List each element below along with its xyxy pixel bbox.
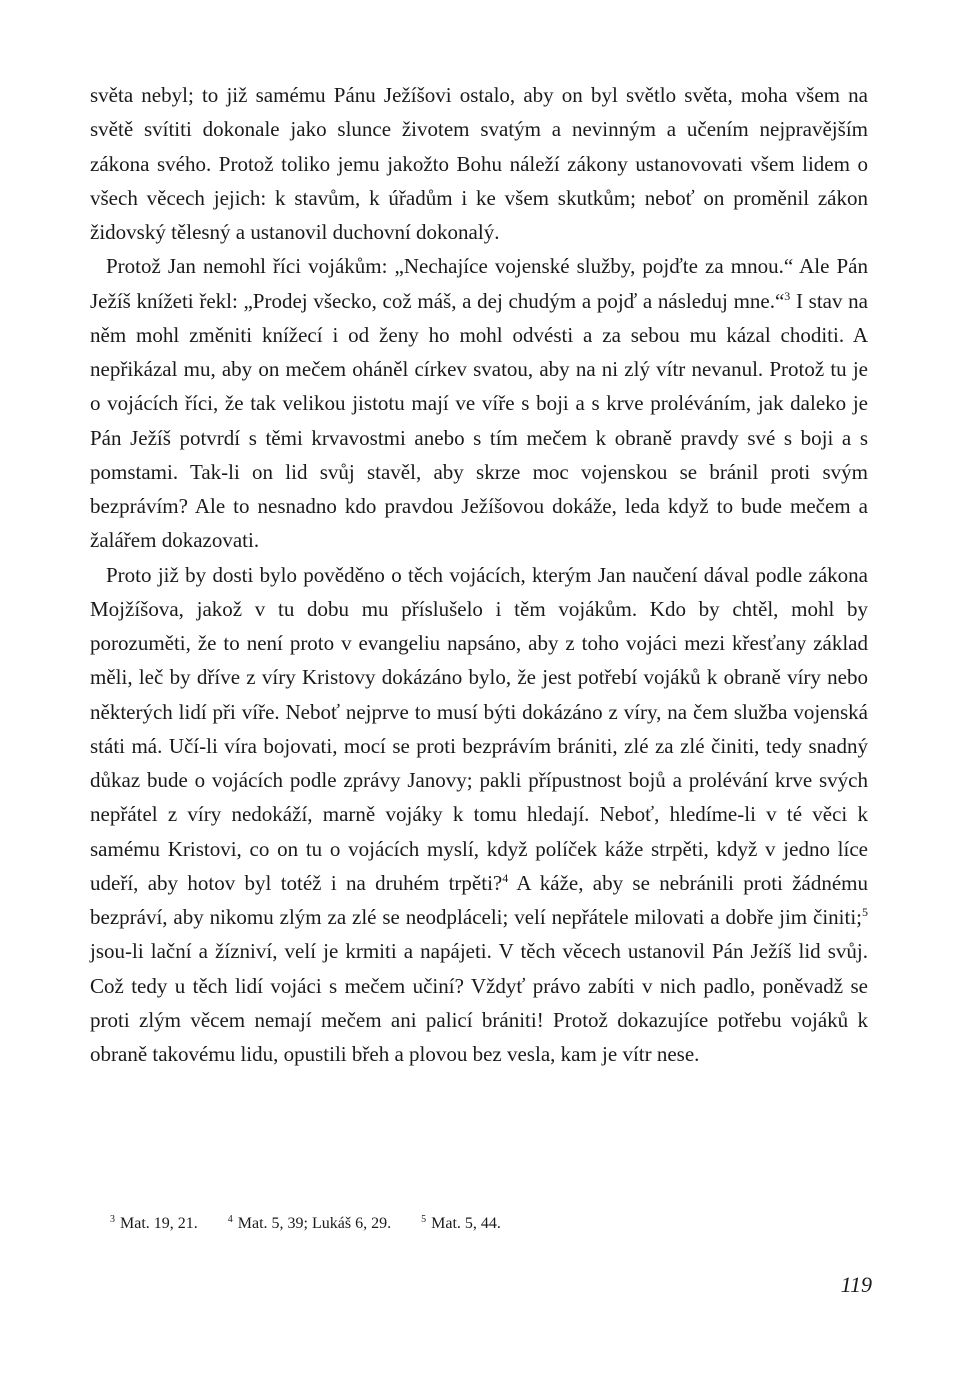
paragraph-text: Proto již by dosti bylo pověděno o těch vojácích, kterým Jan naučení dával podle zákona Mojžíšova, jakož v tu dobu mu příslušelo i těm vojákům. Kdo by chtěl, mohl by porozuměti, že to není proto v evangeliu napsáno, aby z toho vojáci mezi křesťany základ měli, leč by dříve z víry Kristovy dokázáno bylo, že jest potřebí vojáků k obraně víry nebo některých lidí při víře. Neboť nejprve to musí býti dokázáno z víry, na čem služba vojenská státi má. Učí-li víra bojovati, mocí se proti bezprávím brániti, zlé za zlé činiti, tedy snadný důkaz bude o vojácích podle zprávy Janovy; pakli přípustnost bojů a prolévání krve svých nepřátel z víry nedokáží, marně vojáky k tomu hledají. Neboť, hledíme-li v té věci k samému Kristovi, co on tu o vojácích myslí, když políček káže strpěti, když v jedno líce udeří, aby hotov byl totéž i na druhém trpěti? xyxy=(90,562,868,895)
footnote-mark: 4 xyxy=(227,1214,233,1225)
footnote-text: Mat. 5, 39; Lukáš 6, 29. xyxy=(237,1215,392,1232)
footnote-text: Mat. 19, 21. xyxy=(120,1215,198,1232)
paragraph-2 xyxy=(90,249,868,557)
footnote-ref-3: 3 xyxy=(784,288,791,303)
page-number: 119 xyxy=(840,1272,872,1297)
footnote-4 xyxy=(228,1213,391,1235)
paragraph-text: Protož Jan nemohl říci vojákům: „Nechajíce vojenské služby, pojďte za mnou.“ Ale Pán Ježíš knížeti řekl: „Prodej všecko, což máš, a dej chudým a pojď a následuj mne.“ xyxy=(90,254,868,313)
footnote-ref-4: 4 xyxy=(502,870,509,885)
paragraph-text: světa nebyl; to již samému Pánu Ježíšovi ostalo, aby on byl světlo světa, moha všem na světě svítiti dokonale jako slunce životem svatým a nevinným a učením nejpravějším zákona svého. Protož toliko jemu jakožto Bohu náleží zákony ustanovovati všem lidem o všech věcech jejich: k stavům, k úřadům i ke všem skutkům; neboť on proměnil zákon židovský tělesný a ustanovil duchovní dokonalý. xyxy=(90,83,868,244)
paragraph-text: I stav na něm mohl změniti knížecí i od ženy ho mohl odvésti a za sebou mu kázal choditi. A nepřikázal mu, aby on mečem oháněl církev svatou, aby na ni zlý vítr nevanul. Protož tu je o vojácích říci, že tak velikou jistotu mají ve víře s boji a s krve proléváním, jak daleko je Pán Ježíš potvrdí s těmi krvavostmi anebo s tím mečem k obraně pravdy své s boji a s pomstami. Tak-li on lid svůj stavěl, aby skrze moc vojenskou se bránil proti svým bezprávím? Ale to nesnadno kdo pravdou Ježíšovou dokáže, leda když to bude mečem a žalářem dokazovati. xyxy=(90,288,868,553)
footnote-5 xyxy=(421,1213,501,1235)
paragraph-text: jsou-li lační a žízniví, velí je krmiti a napájeti. V těch věcech ustanovil Pán Ježíš lid svůj. Což tedy u těch lidí vojáci s mečem učiní? Vždyť právo zabíti v nich padlo, poněvadž se proti zlým věcem nemají mečem ani palicí brániti! Protož dokazujíce potřebu vojáků k obraně takovému lidu, opustili břeh a plovou bez vesla, kam je vítr nese. xyxy=(90,939,868,1066)
footnote-mark: 5 xyxy=(421,1214,427,1225)
footnotes xyxy=(110,1213,810,1235)
footnote-ref-5: 5 xyxy=(862,905,868,919)
footnote-3 xyxy=(110,1213,198,1235)
footnote-text: Mat. 5, 44. xyxy=(431,1215,501,1232)
paragraph-3 xyxy=(90,558,868,1072)
footnote-mark: 3 xyxy=(110,1214,115,1225)
paragraph-text: A káže, aby se nebránili proti žádnému bezpráví, aby nikomu zlým za zlé se neodpláceli; velí nepřátele milovati a dobře jim činiti; xyxy=(90,870,868,929)
body-text xyxy=(90,78,868,1071)
paragraph-1 xyxy=(90,78,868,249)
